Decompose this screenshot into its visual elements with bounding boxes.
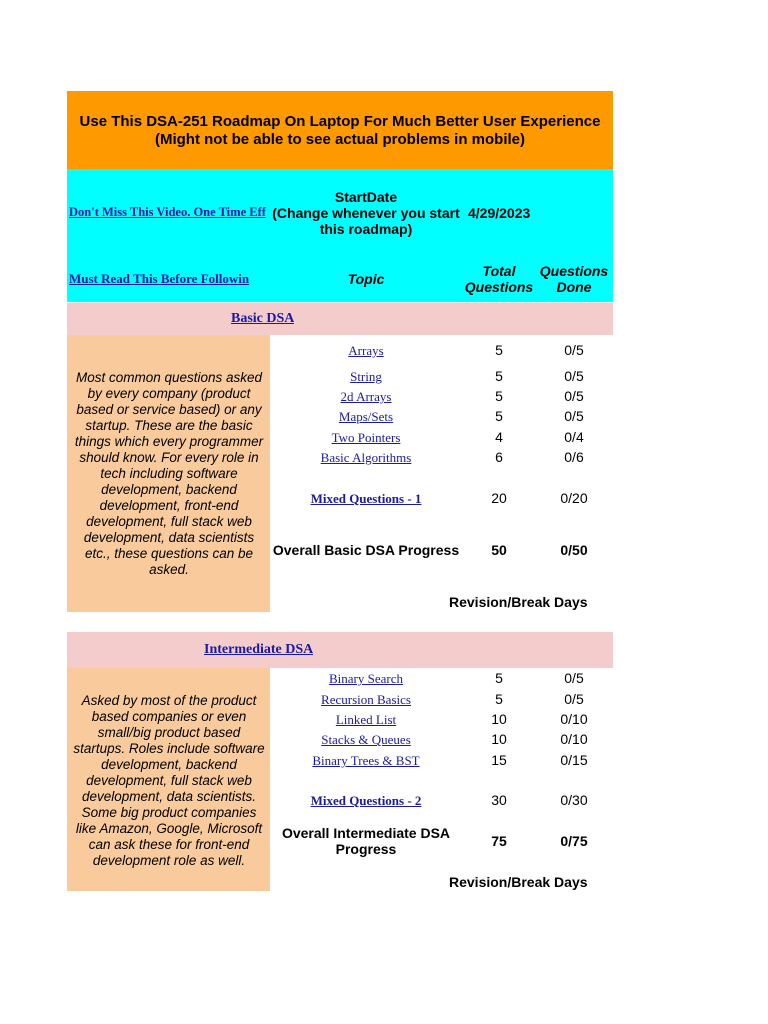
column-header-done: [537, 263, 611, 295]
column-header-total-line-1: Total: [482, 263, 516, 279]
total-basic-algorithms: 6: [495, 449, 503, 465]
intermediate-overall-total: 75: [491, 833, 507, 849]
total-binary-search: 5: [495, 670, 503, 686]
basic-revision-days: Revision/Break Days: [449, 594, 588, 610]
done-linked-list: 0/10: [560, 711, 588, 727]
total-linked-list: 10: [491, 711, 507, 727]
total-two-pointers: 4: [495, 429, 503, 445]
banner-text: [67, 113, 613, 149]
done-mixed-questions-1: 0/20: [560, 490, 588, 506]
topic-link-mixed-questions-2[interactable]: Mixed Questions - 2: [310, 793, 422, 808]
done-binary-trees-bst: 0/15: [560, 752, 588, 768]
topic-link-stacks-queues[interactable]: Stacks & Queues: [321, 732, 411, 747]
banner-line-1: Use This DSA-251 Roadmap On Laptop For Much Better User Experience: [79, 113, 601, 130]
total-stacks-queues: 10: [491, 731, 507, 747]
start-date-label-line-2: (Change whenever you start: [272, 205, 460, 221]
topic-link-maps-sets[interactable]: Maps/Sets: [338, 409, 394, 424]
intermediate-overall-done: 0/75: [560, 833, 588, 849]
basic-description: Most common questions asked by every company (product based or service based) or any startup. These are the basic things which every programmer should know. For every role in tech including software development, backend development, front-end development, full stack web development, data scientists etc., these questions can be asked.: [74, 370, 264, 577]
basic-overall-done: 0/50: [560, 542, 588, 558]
column-header-done-line-1: Questions: [539, 263, 609, 279]
intermediate-revision-days: Revision/Break Days: [449, 874, 588, 890]
basic-overall-total: 50: [491, 542, 507, 558]
total-string: 5: [495, 368, 503, 384]
done-basic-algorithms: 0/6: [564, 449, 584, 465]
topic-link-basic-algorithms[interactable]: Basic Algorithms: [320, 450, 412, 465]
column-header-done-line-2: Done: [556, 279, 592, 295]
must-read-link[interactable]: Must Read This Before Followin: [69, 271, 250, 286]
total-mixed-questions-1: 20: [491, 490, 507, 506]
topic-link-mixed-questions-1[interactable]: Mixed Questions - 1: [310, 491, 422, 506]
start-date-label: [270, 189, 462, 237]
column-header-total: [460, 263, 538, 295]
topic-link-recursion-basics[interactable]: Recursion Basics: [321, 692, 411, 707]
topic-link-string[interactable]: String: [350, 369, 382, 384]
done-two-pointers: 0/4: [564, 429, 584, 445]
total-binary-trees-bst: 15: [491, 752, 507, 768]
banner-line-2: (Might not be able to see actual problems in mobile): [154, 131, 526, 148]
total-mixed-questions-2: 30: [491, 792, 507, 808]
basic-dsa-title[interactable]: Basic DSA: [231, 311, 295, 326]
topic-link-arrays[interactable]: Arrays: [348, 343, 384, 358]
done-arrays: 0/5: [564, 342, 584, 358]
total-maps-sets: 5: [495, 408, 503, 424]
done-binary-search: 0/5: [564, 670, 584, 686]
done-recursion-basics: 0/5: [564, 691, 584, 707]
basic-overall-label: Overall Basic DSA Progress: [272, 542, 460, 558]
done-maps-sets: 0/5: [564, 408, 584, 424]
intermediate-dsa-header: [67, 632, 613, 668]
topic-link-2d-arrays[interactable]: 2d Arrays: [340, 389, 392, 404]
intermediate-overall-label: [270, 825, 462, 857]
intermediate-dsa-title[interactable]: Intermediate DSA: [204, 642, 314, 657]
intermediate-description: Asked by most of the product based companies or even small/big product based startups. Roles include software development, backend development, full stack web development, data scientists. Some big product companies like Amazon, Google, Microsoft can ask these for front-end development role as well.: [73, 693, 265, 868]
topic-link-two-pointers[interactable]: Two Pointers: [331, 430, 401, 445]
intermediate-overall-label-line-2: Progress: [335, 841, 397, 857]
done-2d-arrays: 0/5: [564, 388, 584, 404]
total-2d-arrays: 5: [495, 388, 503, 404]
topic-link-binary-trees-bst[interactable]: Binary Trees & BST: [312, 753, 420, 768]
column-header-total-line-2: Questions: [464, 279, 534, 295]
total-recursion-basics: 5: [495, 691, 503, 707]
video-link[interactable]: Don't Miss This Video. One Time Eff: [69, 205, 266, 219]
start-date-label-line-1: StartDate: [334, 189, 398, 205]
done-string: 0/5: [564, 368, 584, 384]
column-header-topic: Topic: [347, 271, 385, 287]
intermediate-overall-label-line-1: Overall Intermediate DSA: [281, 825, 451, 841]
start-date-value[interactable]: 4/29/2023: [468, 205, 531, 221]
basic-dsa-header: [67, 303, 613, 335]
done-mixed-questions-2: 0/30: [560, 792, 588, 808]
start-date-label-line-3: this roadmap): [319, 221, 413, 237]
topic-link-binary-search[interactable]: Binary Search: [328, 671, 403, 686]
done-stacks-queues: 0/10: [560, 731, 588, 747]
topic-link-linked-list[interactable]: Linked List: [335, 712, 397, 727]
total-arrays: 5: [495, 342, 503, 358]
